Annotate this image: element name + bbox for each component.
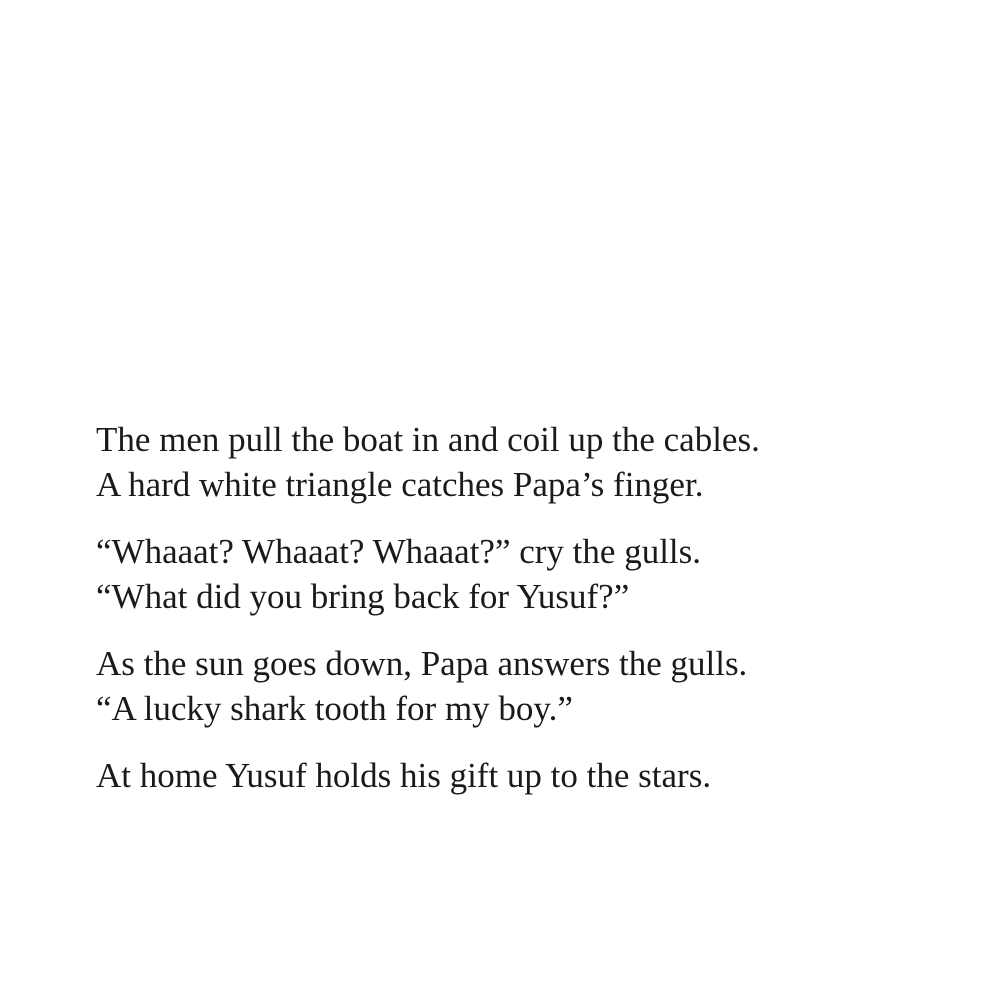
text-line: “What did you bring back for Yusuf?” — [96, 577, 630, 616]
text-line: As the sun goes down, Papa answers the gulls. — [96, 644, 748, 683]
text-line: At home Yusuf holds his gift up to the stars. — [96, 756, 712, 795]
text-line: The men pull the boat in and coil up the cables. — [96, 420, 760, 459]
stanza-4 — [96, 753, 956, 798]
text-line: “A lucky shark tooth for my boy.” — [96, 689, 573, 728]
stanza-1 — [96, 417, 956, 507]
stanza-3 — [96, 641, 956, 731]
stanza-2 — [96, 529, 956, 619]
story-text — [96, 417, 956, 820]
text-line: A hard white triangle catches Papa’s finger. — [96, 465, 704, 504]
text-line: “Whaaat? Whaaat? Whaaat?” cry the gulls. — [96, 532, 702, 571]
